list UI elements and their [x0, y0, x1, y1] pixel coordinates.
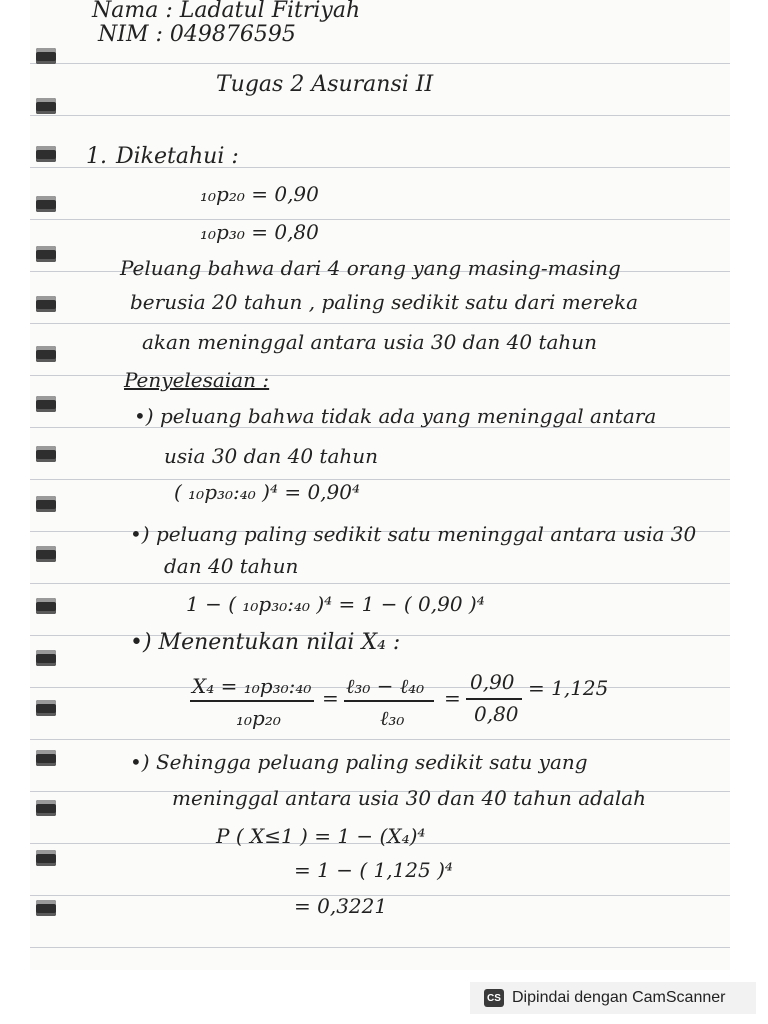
fraction-2-bar	[344, 700, 434, 702]
student-id: NIM : 049876595	[98, 22, 296, 47]
fraction-1-denominator: ₁₀p₂₀	[236, 706, 281, 730]
step-1-equation: ( ₁₀p₃₀:₄₀ )⁴ = 0,90⁴	[174, 480, 361, 504]
step-4-line-2: meninggal antara usia 30 dan 40 tahun adalah	[172, 786, 647, 810]
binder-hole	[36, 750, 56, 766]
fraction-3-denominator: 0,80	[474, 702, 519, 726]
problem-statement-line-1: Peluang bahwa dari 4 orang yang masing-masing	[120, 256, 621, 280]
fraction-2-numerator: ℓ₃₀ − ℓ₄₀	[346, 674, 425, 698]
step-4-equation-1: P ( X≤1 ) = 1 − (X₄)⁴	[216, 824, 426, 848]
given-value-2: ₁₀p₃₀ = 0,80	[200, 220, 319, 244]
equals-sign: =	[444, 686, 461, 710]
step-2-equation: 1 − ( ₁₀p₃₀:₄₀ )⁴ = 1 − ( 0,90 )⁴	[186, 592, 485, 616]
step-3-line-1: •) Menentukan nilai X₄ :	[130, 630, 401, 655]
fraction-3-numerator: 0,90	[470, 670, 515, 694]
binder-hole	[36, 446, 56, 462]
binder-hole	[36, 246, 56, 262]
binder-hole	[36, 900, 56, 916]
binder-hole	[36, 700, 56, 716]
binder-hole	[36, 850, 56, 866]
problem-number: 1.	[86, 144, 107, 169]
scanner-watermark	[470, 982, 756, 1014]
problem-statement-line-2: berusia 20 tahun , paling sedikit satu dari mereka	[130, 290, 639, 314]
given-value-1: ₁₀p₂₀ = 0,90	[200, 182, 319, 206]
binder-hole	[36, 496, 56, 512]
binder-hole	[36, 396, 56, 412]
fraction-1-numerator: X₄ = ₁₀p₃₀:₄₀	[192, 674, 312, 698]
given-label: Diketahui :	[116, 144, 239, 169]
fraction-2-denominator: ℓ₃₀	[380, 706, 405, 730]
binder-hole	[36, 800, 56, 816]
watermark-text: Dipindai dengan CamScanner	[512, 989, 726, 1006]
fraction-3-bar	[466, 698, 522, 700]
binder-hole	[36, 296, 56, 312]
fraction-result: = 1,125	[528, 676, 609, 700]
binder-hole	[36, 546, 56, 562]
step-1-line-2: usia 30 dan 40 tahun	[164, 444, 379, 468]
fraction-1-bar	[190, 700, 314, 702]
step-2-line-1: •) peluang paling sedikit satu meninggal antara usia 30	[130, 522, 697, 546]
page-title: Tugas 2 Asuransi II	[216, 72, 434, 97]
step-2-line-2: dan 40 tahun	[164, 554, 299, 578]
binder-hole	[36, 598, 56, 614]
camscanner-logo-icon: CS	[484, 989, 504, 1007]
binder-hole	[36, 48, 56, 64]
binder-hole	[36, 98, 56, 114]
binder-hole	[36, 146, 56, 162]
step-4-equation-2: = 1 − ( 1,125 )⁴	[294, 858, 453, 882]
solution-label: Penyelesaian :	[124, 368, 270, 392]
binder-hole	[36, 196, 56, 212]
binder-hole	[36, 650, 56, 666]
binder-hole	[36, 346, 56, 362]
problem-statement-line-3: akan meninggal antara usia 30 dan 40 tahun	[142, 330, 598, 354]
equals-sign: =	[322, 686, 339, 710]
step-1-line-1: •) peluang bahwa tidak ada yang meninggal antara	[134, 404, 657, 428]
step-4-equation-3: = 0,3221	[294, 894, 388, 918]
step-4-line-1: •) Sehingga peluang paling sedikit satu yang	[130, 750, 588, 774]
student-name: Nama : Ladatul Fitriyah	[92, 0, 361, 23]
